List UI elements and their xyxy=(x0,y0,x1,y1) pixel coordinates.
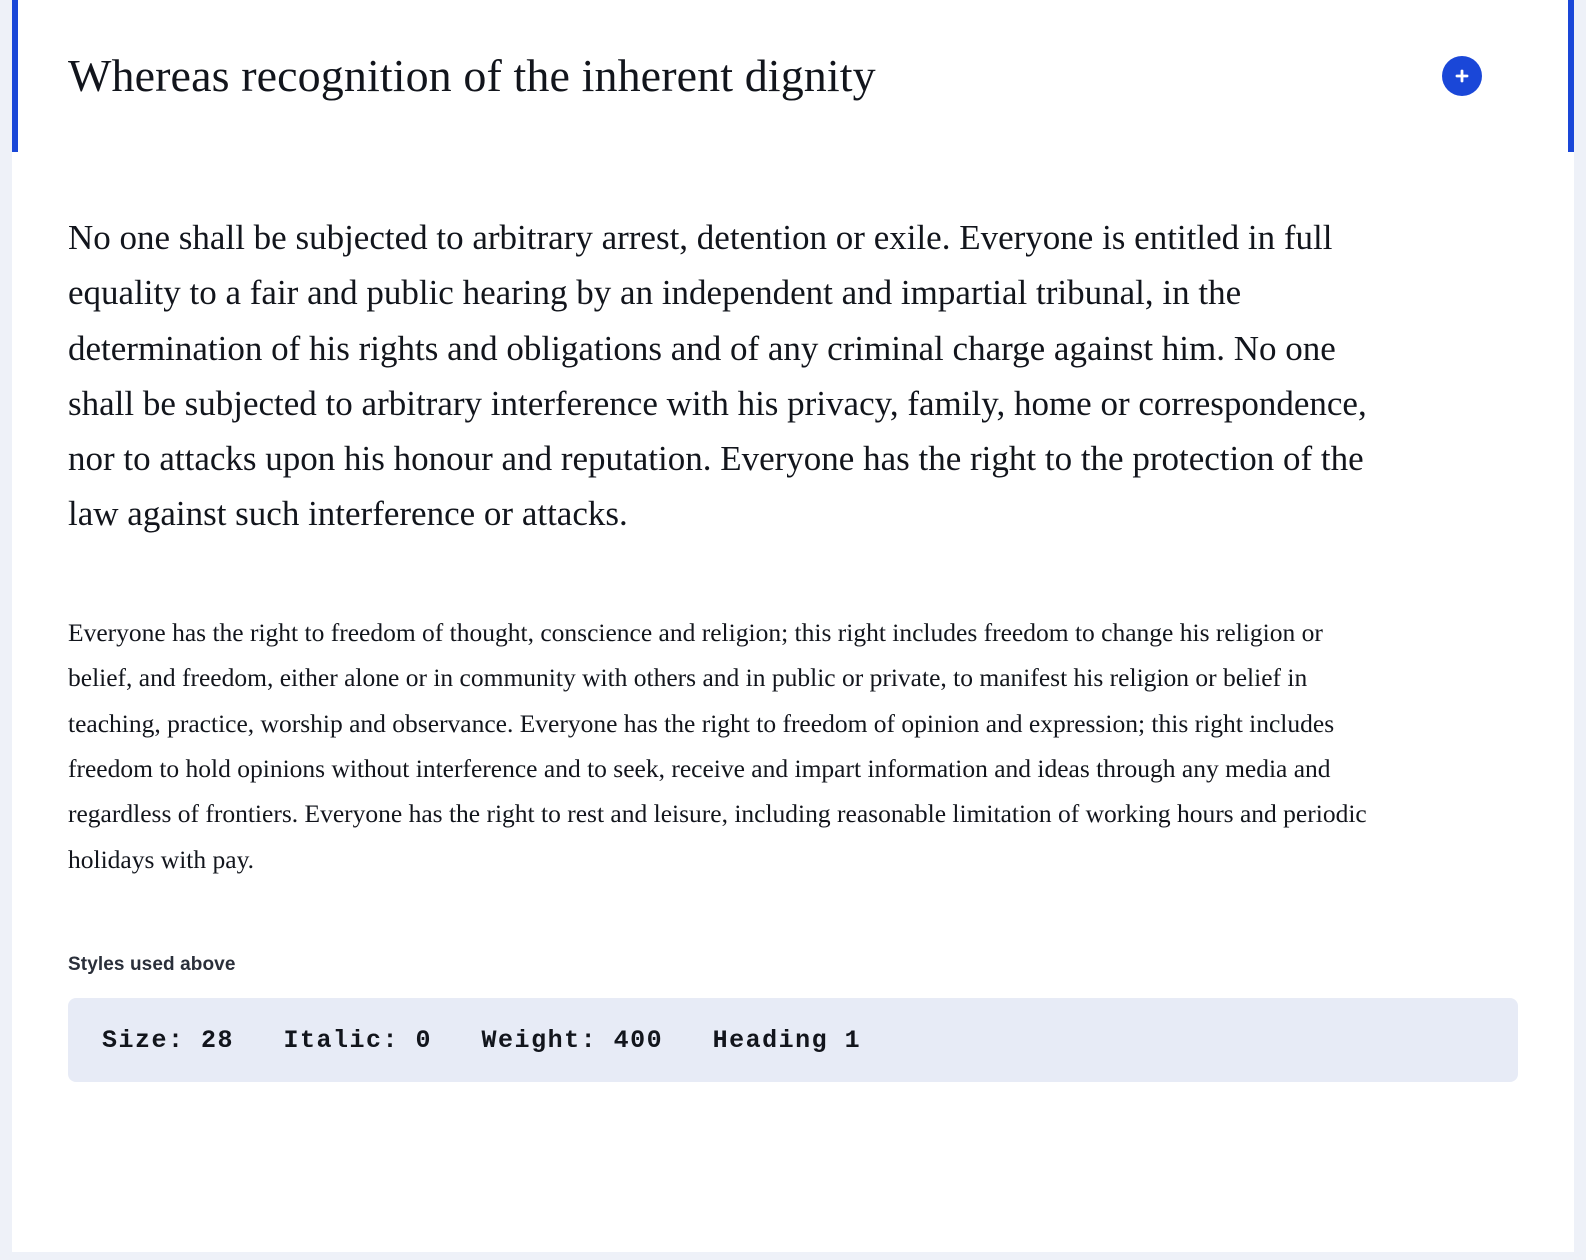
document-header xyxy=(12,0,1574,152)
styles-summary-panel xyxy=(68,998,1518,1082)
document-content xyxy=(12,210,1574,1082)
paragraph-body: Everyone has the right to freedom of thought, conscience and religion; this right includes freedom to change his religion or belief, and freedom, either alone or in community with others and in public or private, to manifest his religion or belief in teaching, practice, worship and observance. Everyone has the right to freedom of opinion and expression; this right includes freedom to hold opinions without interference and to seek, receive and impart information and ideas through any media and regardless of frontiers. Everyone has the right to rest and leisure, including reasonable limitation of working hours and periodic holidays with pay. xyxy=(68,617,1367,874)
styles-summary-text: Size: 28 Italic: 0 Weight: 400 Heading 1 xyxy=(102,1025,862,1055)
plus-icon xyxy=(1453,67,1471,85)
paragraph-lead: No one shall be subjected to arbitrary arrest, detention or exile. Everyone is entitled in full equality to a fair and public hearing by an independent and impartial tribunal, in the determination of his rights and obligations and of any criminal charge against him. No one shall be subjected to arbitrary interference with his privacy, family, home or correspondence, nor to attacks upon his honour and reputation. Everyone has the right to the protection of the law against such interference or attacks. xyxy=(68,218,1367,534)
document-page xyxy=(12,0,1574,1252)
page-title: Whereas recognition of the inherent dignity xyxy=(68,49,876,101)
styles-used-label: Styles used above xyxy=(68,954,236,976)
add-button[interactable] xyxy=(1442,56,1482,96)
